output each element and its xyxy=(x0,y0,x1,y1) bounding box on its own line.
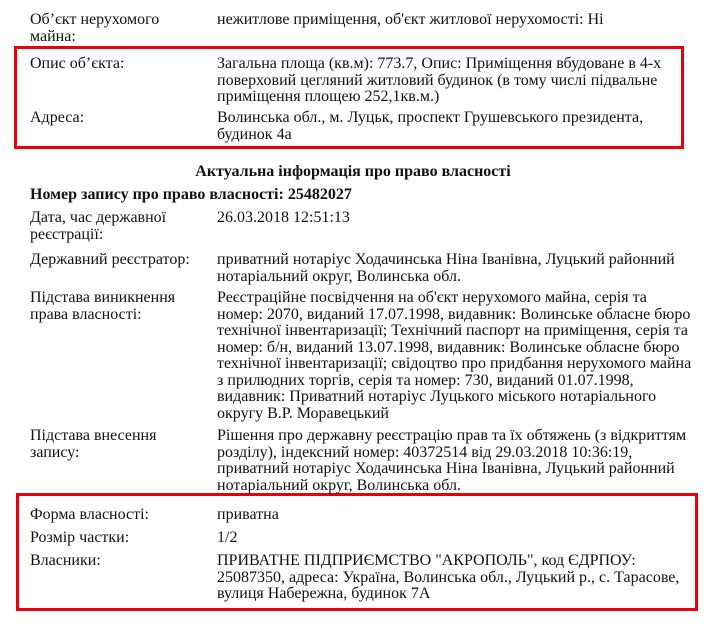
field-value: Рішення про державну реєстрацію прав та їх обтяжень (з відкриттям розділу), індексний номер: 40372514 від 29.03.2018 10:36:19, приватний нотаріус Ходачинська Ніна Іванівна, Луцький районний нотаріальний округ, Волинська обл. xyxy=(217,427,687,494)
field-value: ПРИВАТНЕ ПІДПРИЄМСТВО "АКРОПОЛЬ", код ЄДРПОУ: 25087350, адреса: Україна, Волинська обл., Луцький р., с. Тарасове, вулиця Набережна, будинок 7А xyxy=(217,552,680,602)
field-value: Реєстраційне посвідчення на об'єкт нерухомого майна, серія та номер: 2070, виданий 17.07.1998, видавник: Волинське обласне бюро технічної інвентаризації; Технічний паспорт на приміщення, серія та номер: б/н, виданий 13.07.1998, видавник: Волинське обласне бюро технічної інвентаризації; свідоцтво про придбання нерухомого майна з прилюдних торгів, серія та номер: 730, виданий 01.07.1998, видавник: Приватний нотаріус Луцького міського нотаріального округу В.Р. Моравецький xyxy=(217,289,692,422)
field-label: Розмір частки: xyxy=(30,529,130,546)
field-label: Адреса: xyxy=(30,109,85,126)
field-label: Підстава внесення запису: xyxy=(30,427,157,461)
record-number: Номер запису про право власності: 25482027 xyxy=(30,186,352,203)
field-value: приватна xyxy=(217,506,279,523)
field-value: 1/2 xyxy=(217,529,238,546)
field-label: Підстава виникнення права власності: xyxy=(30,289,176,323)
field-value: Загальна площа (кв.м): 773.7, Опис: Приміщення вбудоване в 4-х поверховий цегляний житловий будинок (в тому числі підвальне приміщення площею 252,1кв.м.) xyxy=(217,55,662,105)
field-label: Об’єкт нерухомого майна: xyxy=(30,11,160,45)
field-label: Державний реєстратор: xyxy=(30,251,190,268)
field-value: приватний нотаріус Ходачинська Ніна Іванівна, Луцький районний нотаріальний округ, Волинська обл. xyxy=(217,251,675,285)
section-heading: Актуальна інформація про право власності xyxy=(195,163,511,180)
field-value: Волинська обл., м. Луцьк, проспект Грушевського президента, будинок 4а xyxy=(217,109,644,143)
field-label: Дата, час державної реєстрації: xyxy=(30,209,167,243)
field-label: Власники: xyxy=(30,552,101,569)
field-value: 26.03.2018 12:51:13 xyxy=(217,209,350,226)
field-label: Форма власності: xyxy=(30,506,149,523)
field-label: Опис об’єкта: xyxy=(30,55,125,72)
field-value: нежитлове приміщення, об'єкт житлової нерухомості: Ні xyxy=(217,11,604,28)
